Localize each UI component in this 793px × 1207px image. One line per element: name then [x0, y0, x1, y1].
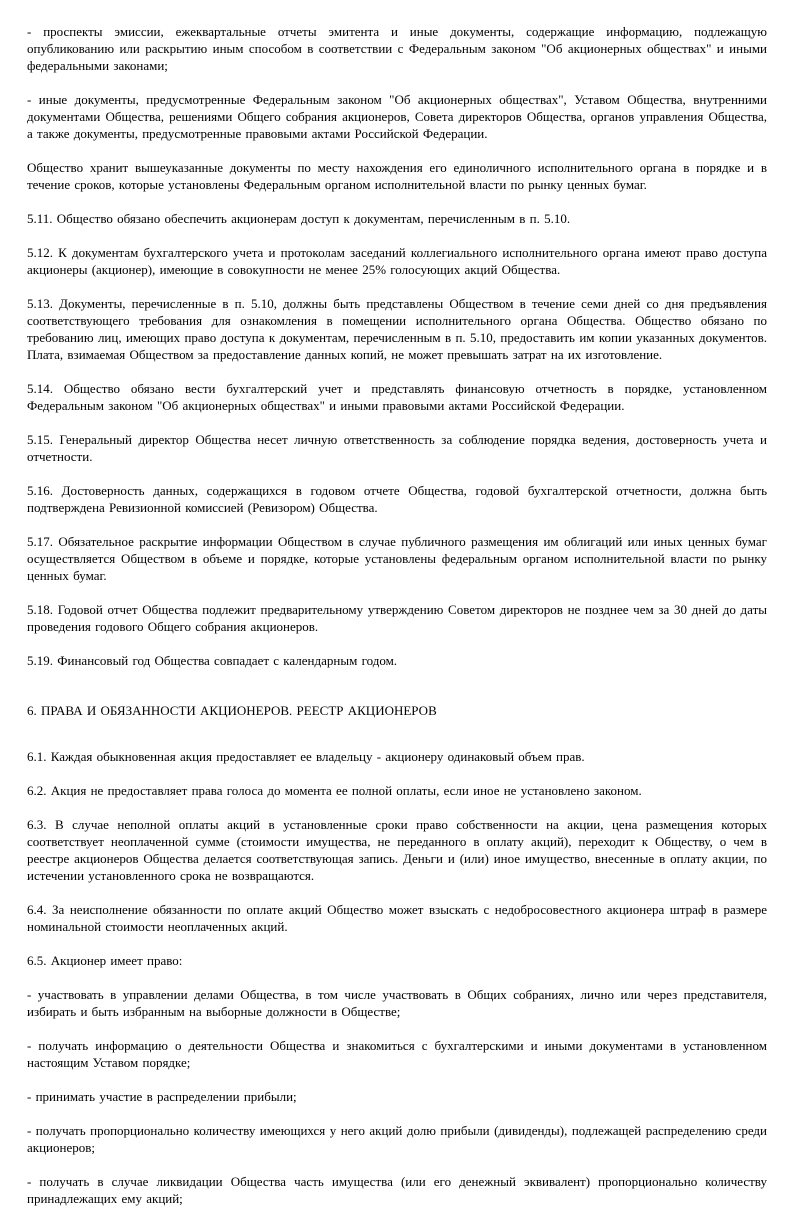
paragraph: 6.5. Акционер имеет право:: [27, 953, 183, 968]
list-item: - получать пропорционально количеству имеющихся у него акций долю прибыли (дивиденды), подлежащей распределению среди акционеров;: [27, 1123, 767, 1155]
paragraph: 6.1. Каждая обыкновенная акция предоставляет ее владельцу - акционеру одинаковый объем прав.: [27, 749, 585, 764]
paragraph: 6.4. За неисполнение обязанности по оплате акций Общество может взыскать с недобросовестного акционера штраф в размере номинальной стоимости неоплаченных акций.: [27, 902, 767, 934]
paragraph: 5.11. Общество обязано обеспечить акционерам доступ к документам, перечисленным в п. 5.10.: [27, 211, 571, 226]
paragraph: 5.17. Обязательное раскрытие информации Обществом в случае публичного размещения им облигаций или иных ценных бумаг осуществляется Обществом в объеме и порядке, которые установлены федеральным органом исполнительной власти по рынку ценных бумаг.: [27, 534, 767, 583]
paragraph: 5.12. К документам бухгалтерского учета и протоколам заседаний коллегиального исполнительного органа имеют право доступа акционеры (акционер), имеющие в совокупности не менее 25% голосующих акций Общества.: [27, 245, 767, 277]
list-item: - получать в случае ликвидации Общества часть имущества (или его денежный эквивалент) пропорционально количеству принадлежащих ему акций;: [27, 1174, 767, 1206]
paragraph: 6.3. В случае неполной оплаты акций в установленные сроки право собственности на акции, цена размещения которых соответствует неоплаченной сумме (стоимости имущества, не переданного в оплату акций), переходит к Обществу, о чем в реестре акционеров Общества делается соответствующая запись. Деньги и (или) иное имущество, внесенные в оплату акции, по истечении установленного срока не возвращаются.: [27, 817, 767, 883]
list-item: - иные документы, предусмотренные Федеральным законом "Об акционерных обществах", Уставом Общества, внутренними документами Общества, решениями Общего собрания акционеров, Совета директоров Общества, органов управления Общества, а также документы, предусмотренные правовыми актами Российской Федерации.: [27, 92, 767, 141]
paragraph: 6.2. Акция не предоставляет права голоса до момента ее полной оплаты, если иное не установлено законом.: [27, 783, 642, 798]
paragraph: 5.18. Годовой отчет Общества подлежит предварительному утверждению Советом директоров не позднее чем за 30 дней до даты проведения годового Общего собрания акционеров.: [27, 602, 767, 634]
list-item: - участвовать в управлении делами Общества, в том числе участвовать в Общих собраниях, лично или через представителя, избирать и быть избранным на выборные должности в Обществе;: [27, 987, 767, 1019]
section-heading: 6. ПРАВА И ОБЯЗАННОСТИ АКЦИОНЕРОВ. РЕЕСТР АКЦИОНЕРОВ: [27, 703, 437, 718]
paragraph: 5.16. Достоверность данных, содержащихся в годовом отчете Общества, годовой бухгалтерской отчетности, должна быть подтверждена Ревизионной комиссией (Ревизором) Общества.: [27, 483, 767, 515]
list-item: - получать информацию о деятельности Общества и знакомиться с бухгалтерскими и иными документами в установленном настоящим Уставом порядке;: [27, 1038, 767, 1070]
list-item: - принимать участие в распределении прибыли;: [27, 1089, 297, 1104]
paragraph: Общество хранит вышеуказанные документы по месту нахождения его единоличного исполнительного органа в порядке и в течение сроков, которые установлены Федеральным органом исполнительной власти по рынку ценных бумаг.: [27, 160, 767, 192]
paragraph: 5.15. Генеральный директор Общества несет личную ответственность за соблюдение порядка ведения, достоверность учета и отчетности.: [27, 432, 767, 464]
paragraph: 5.14. Общество обязано вести бухгалтерский учет и представлять финансовую отчетность в порядке, установленном Федеральным законом "Об акционерных обществах" и иными правовыми актами Российской Федерации.: [27, 381, 767, 413]
paragraph: 5.13. Документы, перечисленные в п. 5.10, должны быть представлены Обществом в течение семи дней со дня предъявления соответствующего требования для ознакомления в помещении исполнительного органа Общества. Общество обязано по требованию лиц, имеющих право доступа к документам, перечисленным в п. 5.10, предоставить им копии указанных документов. Плата, взимаемая Обществом за предоставление данных копий, не может превышать затрат на их изготовление.: [27, 296, 767, 362]
paragraph: 5.19. Финансовый год Общества совпадает с календарным годом.: [27, 653, 398, 668]
list-item: - проспекты эмиссии, ежеквартальные отчеты эмитента и иные документы, содержащие информацию, подлежащую опубликованию или раскрытию иным способом в соответствии с Федеральным законом "Об акционерных обществах" и иными федеральными законами;: [27, 24, 767, 73]
